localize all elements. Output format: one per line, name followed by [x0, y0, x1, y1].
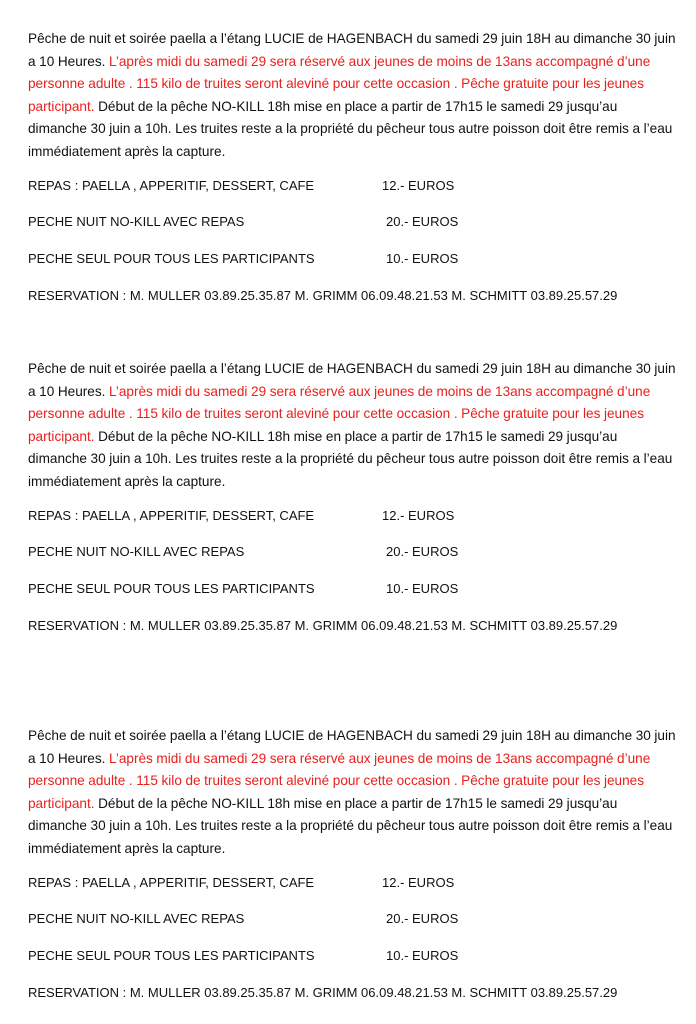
price-label: PECHE NUIT NO-KILL AVEC REPAS [28, 911, 245, 926]
price-value: 10.- EUROS [386, 581, 459, 596]
youth-highlight-text: L’après midi du samedi 29 sera réservé aux jeunes de moins de 13ans accompagné d’une personne adulte . 115 kilo de truites seront aleviné pour cette occasion . Pêche gratuite pour les jeunes participant. [28, 383, 651, 444]
details-text: Début de la pêche NO-KILL 18h mise en place a partir de 17h15 le samedi 29 jusqu’au dimanche 30 juin a 10h. Les truites reste a la propriété du pêcheur tous autre poisson doit être remis a l’eau immédiatement après la capture. [28, 98, 673, 159]
flyer-1 [28, 28, 676, 303]
youth-highlight-text: L’après midi du samedi 29 sera réservé aux jeunes de moins de 13ans accompagné d’une personne adulte . 115 kilo de truites seront aleviné pour cette occasion . Pêche gratuite pour les jeunes participant. [28, 750, 651, 811]
price-value: 20.- EUROS [386, 214, 459, 229]
price-label: PECHE NUIT NO-KILL AVEC REPAS [28, 544, 245, 559]
reservation-line: RESERVATION : M. MULLER 03.89.25.35.87 M. GRIMM 06.09.48.21.53 M. SCHMITT 03.89.25.57.29 [28, 288, 618, 303]
youth-highlight-text: L’après midi du samedi 29 sera réservé aux jeunes de moins de 13ans accompagné d’une personne adulte . 115 kilo de truites seront aleviné pour cette occasion . Pêche gratuite pour les jeunes participant. [28, 53, 651, 114]
reservation-line: RESERVATION : M. MULLER 03.89.25.35.87 M. GRIMM 06.09.48.21.53 M. SCHMITT 03.89.25.57.29 [28, 618, 618, 633]
intro-text: Pêche de nuit et soirée paella a l’étang LUCIE de HAGENBACH du samedi 29 juin 18H au dimanche 30 juin a 10 Heures. [28, 361, 676, 399]
price-value: 12.- EUROS [382, 508, 455, 523]
flyer-3 [28, 725, 676, 1000]
price-label: REPAS : PAELLA , APPERITIF, DESSERT, CAFE [28, 875, 315, 890]
reservation-line: RESERVATION : M. MULLER 03.89.25.35.87 M. GRIMM 06.09.48.21.53 M. SCHMITT 03.89.25.57.29 [28, 985, 618, 1000]
price-label: PECHE SEUL POUR TOUS LES PARTICIPANTS [28, 948, 315, 963]
flyer-2 [28, 358, 676, 633]
price-value: 10.- EUROS [386, 948, 459, 963]
price-value: 20.- EUROS [386, 544, 459, 559]
price-label: PECHE NUIT NO-KILL AVEC REPAS [28, 214, 245, 229]
details-text: Début de la pêche NO-KILL 18h mise en place a partir de 17h15 le samedi 29 jusqu’au dimanche 30 juin a 10h. Les truites reste a la propriété du pêcheur tous autre poisson doit être remis a l’eau immédiatement après la capture. [28, 795, 673, 856]
price-label: PECHE SEUL POUR TOUS LES PARTICIPANTS [28, 251, 315, 266]
price-value: 12.- EUROS [382, 178, 455, 193]
price-label: PECHE SEUL POUR TOUS LES PARTICIPANTS [28, 581, 315, 596]
price-value: 12.- EUROS [382, 875, 455, 890]
flyer-description [28, 28, 676, 164]
price-value: 20.- EUROS [386, 911, 459, 926]
price-label: REPAS : PAELLA , APPERITIF, DESSERT, CAFE [28, 178, 315, 193]
intro-text: Pêche de nuit et soirée paella a l’étang LUCIE de HAGENBACH du samedi 29 juin 18H au dimanche 30 juin a 10 Heures. [28, 728, 676, 766]
price-label: REPAS : PAELLA , APPERITIF, DESSERT, CAFE [28, 508, 315, 523]
flyer-description [28, 358, 676, 494]
flyer-description [28, 725, 676, 861]
intro-text: Pêche de nuit et soirée paella a l’étang LUCIE de HAGENBACH du samedi 29 juin 18H au dimanche 30 juin a 10 Heures. [28, 31, 676, 69]
details-text: Début de la pêche NO-KILL 18h mise en place a partir de 17h15 le samedi 29 jusqu’au dimanche 30 juin a 10h. Les truites reste a la propriété du pêcheur tous autre poisson doit être remis a l’eau immédiatement après la capture. [28, 428, 673, 489]
price-value: 10.- EUROS [386, 251, 459, 266]
